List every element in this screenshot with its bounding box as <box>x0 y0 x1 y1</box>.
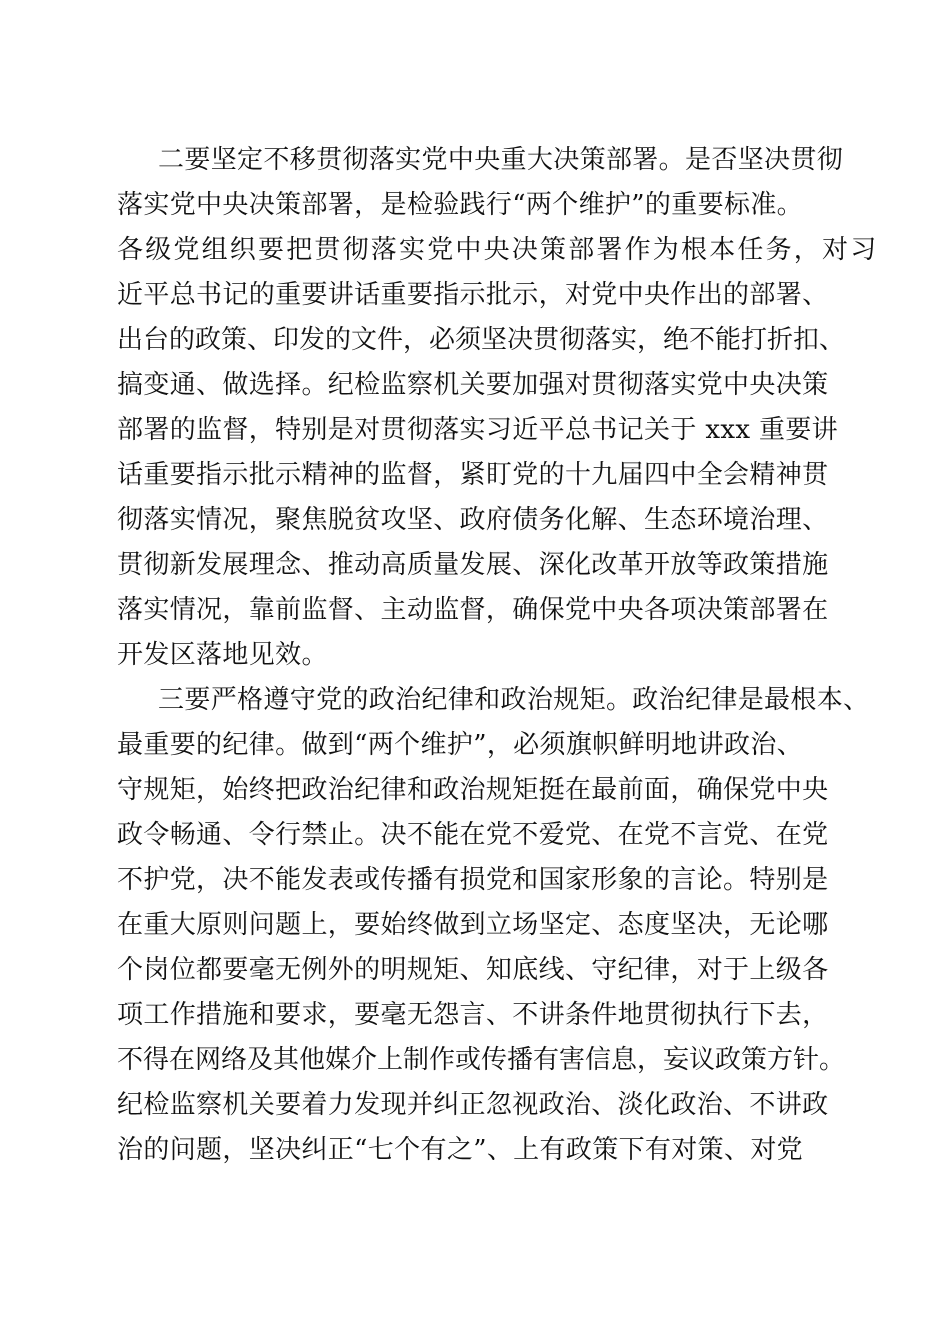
paragraph-line: 三要严格遵守党的政治纪律和政治规矩。政治纪律是最根本、 <box>158 685 870 715</box>
paragraph-line: 搞变通、做选择。纪检监察机关要加强对贯彻落实党中央决策 <box>117 370 829 400</box>
paragraph-line: 开发区落地见效。 <box>117 640 328 670</box>
paragraph-line: 项工作措施和要求，要毫无怨言、不讲条件地贯彻执行下去， <box>117 1000 829 1030</box>
paragraph-line: 彻落实情况，聚焦脱贫攻坚、政府债务化解、生态环境治理、 <box>117 505 829 535</box>
paragraph-line: 落实情况，靠前监督、主动监督，确保党中央各项决策部署在 <box>117 595 829 625</box>
paragraph-line: 各级党组织要把贯彻落实党中央决策部署作为根本任务，对习 <box>117 235 879 265</box>
paragraph-line: 落实党中央决策部署，是检验践行“两个维护”的重要标准。 <box>117 190 804 220</box>
paragraph-political-discipline <box>117 678 870 1173</box>
paragraph-line: 在重大原则问题上，要始终做到立场坚定、态度坚决，无论哪 <box>117 910 829 940</box>
document-body <box>117 138 879 1173</box>
paragraph-line: 二要坚定不移贯彻落实党中央重大决策部署。是否坚决贯彻 <box>158 145 844 175</box>
paragraph-line: 近平总书记的重要讲话重要指示批示，对党中央作出的部署、 <box>117 280 829 310</box>
paragraph-line: 贯彻新发展理念、推动高质量发展、深化改革开放等政策措施 <box>117 550 829 580</box>
paragraph-line: 政令畅通、令行禁止。决不能在党不爱党、在党不言党、在党 <box>117 820 829 850</box>
paragraph-line: 不护党，决不能发表或传播有损党和国家形象的言论。特别是 <box>117 865 829 895</box>
paragraph-line: 出台的政策、印发的文件，必须坚决贯彻落实，绝不能打折扣、 <box>117 325 846 355</box>
paragraph-line: 最重要的纪律。做到“两个维护”，必须旗帜鲜明地讲政治、 <box>117 730 804 760</box>
paragraph-line: 话重要指示批示精神的监督，紧盯党的十九届四中全会精神贯 <box>117 460 829 490</box>
paragraph-line: 守规矩，始终把政治纪律和政治规矩挺在最前面，确保党中央 <box>117 775 829 805</box>
paragraph-line: 个岗位都要毫无例外的明规矩、知底线、守纪律，对于上级各 <box>117 955 829 985</box>
paragraph-line: 纪检监察机关要着力发现并纠正忽视政治、淡化政治、不讲政 <box>117 1090 829 1120</box>
paragraph-decision-deployment <box>117 138 879 678</box>
paragraph-line: 不得在网络及其他媒介上制作或传播有害信息，妄议政策方针。 <box>117 1045 846 1075</box>
paragraph-line: 治的问题，坚决纠正“七个有之”、上有政策下有对策、对党 <box>117 1135 804 1165</box>
paragraph-line: 部署的监督，特别是对贯彻落实习近平总书记关于 xxx 重要讲 <box>117 415 839 445</box>
